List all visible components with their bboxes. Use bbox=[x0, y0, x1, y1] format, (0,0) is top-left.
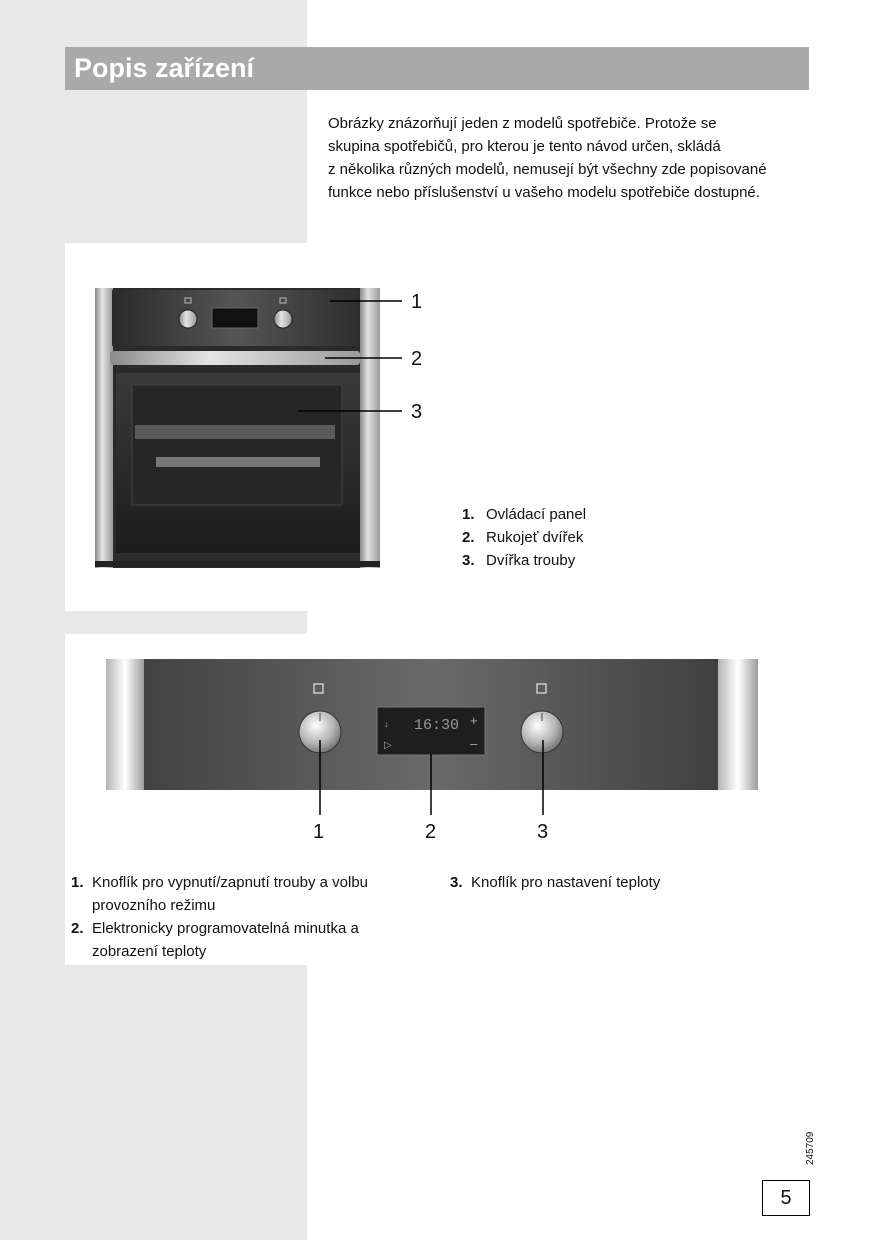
oven-callout-1: 1 bbox=[411, 291, 423, 313]
svg-text:+: + bbox=[470, 713, 478, 728]
oven-callout-3: 3 bbox=[411, 401, 423, 423]
legend-item-continuation: provozního režimu bbox=[92, 897, 216, 914]
panel-callout-2: 2 bbox=[425, 821, 437, 843]
intro-line: funkce nebo příslušenství u vašeho modelu spotřebiče dostupné. bbox=[328, 184, 760, 201]
panel-callout-lines bbox=[300, 740, 560, 820]
legend-item: 2. Rukojeť dvířek bbox=[462, 529, 584, 546]
svg-text:▷: ▷ bbox=[384, 740, 392, 751]
intro-paragraph bbox=[328, 112, 818, 204]
legend-item: 3. Knoflík pro nastavení teploty bbox=[450, 874, 661, 891]
legend-item: 1. Knoflík pro vypnutí/zapnutí trouby a volbu bbox=[71, 874, 368, 891]
oven-callout-lines bbox=[290, 290, 410, 430]
document-id: 245709 bbox=[805, 1131, 816, 1165]
page-title: Popis zařízení bbox=[74, 53, 255, 83]
panel-legend-right bbox=[450, 871, 660, 894]
svg-text:↓: ↓ bbox=[384, 719, 389, 729]
legend-item: 2. Elektronicky programovatelná minutka a bbox=[71, 920, 359, 937]
page-number: 5 bbox=[762, 1180, 810, 1216]
svg-text:–: – bbox=[470, 736, 478, 751]
timer-display: 16:30 bbox=[414, 717, 460, 734]
panel-callout-1: 1 bbox=[313, 821, 325, 843]
oven-legend bbox=[462, 503, 586, 572]
intro-line: Obrázky znázorňují jeden z modelů spotřebiče. Protože se bbox=[328, 115, 717, 132]
page-margin-band bbox=[0, 0, 307, 1240]
oven-callout-2: 2 bbox=[411, 348, 423, 370]
panel-callout-3: 3 bbox=[537, 821, 549, 843]
legend-item: 3. Dvířka trouby bbox=[462, 552, 576, 569]
intro-line: skupina spotřebičů, pro kterou je tento návod určen, skládá bbox=[328, 138, 721, 155]
intro-line: z několika různých modelů, nemusejí být všechny zde popisované bbox=[328, 161, 767, 178]
legend-item: 1. Ovládací panel bbox=[462, 506, 587, 523]
panel-legend-left bbox=[71, 871, 441, 963]
section-title-bar bbox=[65, 47, 809, 90]
legend-item-continuation: zobrazení teploty bbox=[92, 943, 207, 960]
